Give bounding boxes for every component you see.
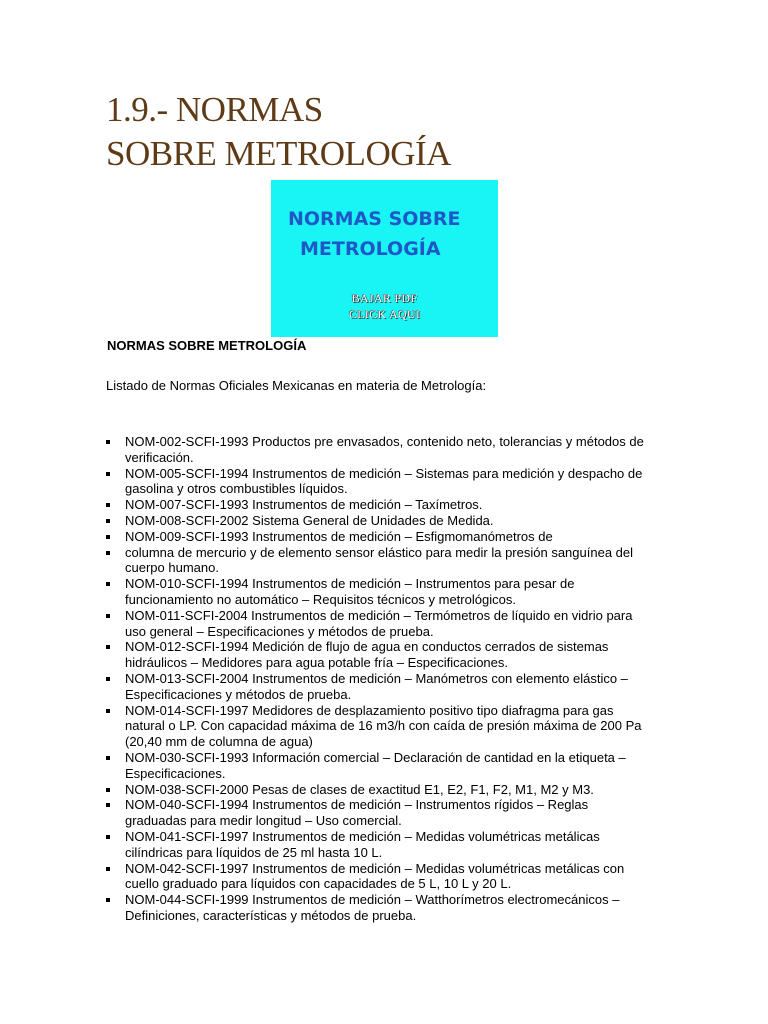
square-bullet-icon bbox=[106, 756, 110, 760]
list-item bbox=[106, 497, 646, 513]
square-bullet-icon bbox=[106, 582, 110, 586]
list-item bbox=[106, 545, 646, 577]
list-item-text: NOM-002-SCFI-1993 Productos pre envasados, contenido neto, tolerancias y métodos de verificación. bbox=[125, 434, 644, 465]
download-pdf-link-line-2[interactable]: CLICK AQUI bbox=[348, 307, 421, 321]
list-item-text: columna de mercurio y de elemento sensor elástico para medir la presión sanguínea del cuerpo humano. bbox=[125, 544, 634, 576]
list-item bbox=[106, 529, 646, 545]
square-bullet-icon bbox=[106, 709, 110, 713]
list-item bbox=[106, 434, 646, 466]
norms-list bbox=[106, 434, 646, 924]
list-item bbox=[106, 513, 646, 529]
square-bullet-icon bbox=[106, 645, 110, 649]
list-item bbox=[106, 782, 646, 798]
list-item-text: NOM-013-SCFI-2004 Instrumentos de medición – Manómetros con elemento elástico – Especificaciones y métodos de prueba. bbox=[125, 670, 628, 702]
banner-title-line-1: NORMAS SOBRE bbox=[288, 208, 461, 230]
square-bullet-icon bbox=[106, 803, 110, 807]
list-item bbox=[106, 703, 646, 750]
banner-title bbox=[288, 204, 461, 264]
list-item bbox=[106, 861, 646, 893]
list-item-text: NOM-038-SCFI-2000 Pesas de clases de exactitud E1, E2, F1, F2, M1, M2 y M3. bbox=[125, 781, 594, 797]
square-bullet-icon bbox=[106, 535, 110, 539]
section-subtitle: NORMAS SOBRE METROLOGÍA bbox=[107, 338, 307, 353]
list-item bbox=[106, 829, 646, 861]
list-item-text: NOM-042-SCFI-1997 Instrumentos de medición – Medidas volumétricas metálicas con cuello graduado para líquidos con capacidades de 5 L, 10 L y 20 L. bbox=[125, 860, 625, 892]
square-bullet-icon bbox=[106, 472, 110, 476]
list-item bbox=[106, 608, 646, 640]
square-bullet-icon bbox=[106, 898, 110, 902]
square-bullet-icon bbox=[106, 551, 110, 555]
list-item-text: NOM-007-SCFI-1993 Instrumentos de medición – Taxímetros. bbox=[125, 497, 483, 513]
list-item-text: NOM-009-SCFI-1993 Instrumentos de medición – Esfigmomanómetros de bbox=[125, 528, 553, 544]
list-item-text: NOM-010-SCFI-1994 Instrumentos de medición – Instrumentos para pesar de funcionamiento no automático – Requisitos técnicos y metrológicos. bbox=[125, 576, 575, 607]
download-pdf-link[interactable] bbox=[271, 290, 498, 322]
list-item-text: NOM-030-SCFI-1993 Información comercial – Declaración de cantidad en la etiqueta – Especificaciones. bbox=[125, 749, 626, 781]
list-item-text: NOM-014-SCFI-1997 Medidores de desplazamiento positivo tipo diafragma para gas natural o LP. Con capacidad máxima de 16 m3/h con caída de presión máxima de 200 Pa (20,40 mm de columna de agua) bbox=[125, 702, 642, 750]
download-banner[interactable] bbox=[271, 180, 498, 337]
list-item bbox=[106, 750, 646, 782]
square-bullet-icon bbox=[106, 614, 110, 618]
list-item-text: NOM-040-SCFI-1994 Instrumentos de medición – Instrumentos rígidos – Reglas graduadas para medir longitud – Uso comercial. bbox=[125, 797, 589, 829]
page-title-line-1: 1.9.- NORMAS bbox=[106, 90, 323, 129]
page-title bbox=[106, 88, 451, 176]
list-item bbox=[106, 892, 646, 924]
list-item bbox=[106, 671, 646, 703]
download-pdf-link-line-1[interactable]: BAJAR PDF bbox=[351, 291, 418, 305]
square-bullet-icon bbox=[106, 677, 110, 681]
list-item bbox=[106, 576, 646, 608]
list-item bbox=[106, 639, 646, 671]
list-item bbox=[106, 466, 646, 498]
square-bullet-icon bbox=[106, 440, 110, 444]
list-item-text: NOM-005-SCFI-1994 Instrumentos de medición – Sistemas para medición y despacho de gasolina y otros combustibles líquidos. bbox=[125, 465, 643, 497]
intro-paragraph: Listado de Normas Oficiales Mexicanas en materia de Metrología: bbox=[106, 378, 487, 393]
list-item-text: NOM-011-SCFI-2004 Instrumentos de medición – Termómetros de líquido en vidrio para uso general – Especificaciones y métodos de prueba. bbox=[125, 607, 633, 639]
banner-title-line-2: METROLOGÍA bbox=[300, 238, 441, 260]
list-item bbox=[106, 797, 646, 829]
square-bullet-icon bbox=[106, 503, 110, 507]
page-title-line-2: SOBRE METROLOGÍA bbox=[106, 134, 451, 173]
list-item-text: NOM-008-SCFI-2002 Sistema General de Unidades de Medida. bbox=[125, 512, 494, 528]
square-bullet-icon bbox=[106, 519, 110, 523]
list-item-text: NOM-044-SCFI-1999 Instrumentos de medición – Watthorímetros electromecánicos – Definiciones, características y métodos de prueba. bbox=[125, 892, 620, 923]
list-item-text: NOM-012-SCFI-1994 Medición de flujo de agua en conductos cerrados de sistemas hidráulicos – Medidores para agua potable fría – Especificaciones. bbox=[125, 639, 609, 671]
list-item-text: NOM-041-SCFI-1997 Instrumentos de medición – Medidas volumétricas metálicas cilíndricas para líquidos de 25 ml hasta 10 L. bbox=[125, 828, 600, 860]
square-bullet-icon bbox=[106, 835, 110, 839]
square-bullet-icon bbox=[106, 788, 110, 792]
square-bullet-icon bbox=[106, 867, 110, 871]
